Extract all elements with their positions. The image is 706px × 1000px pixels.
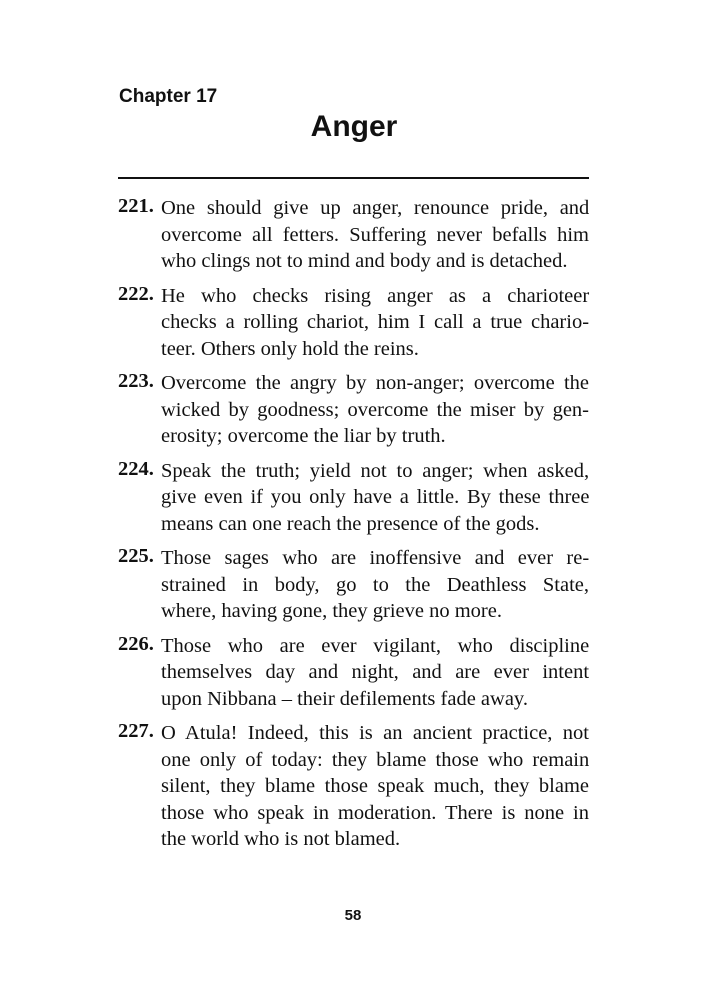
verse-line: wicked by goodness; overcome the miser by gen-: [161, 398, 589, 421]
verse-line: one only of today: they blame those who remain: [161, 748, 590, 771]
verse-line: He who checks rising anger as a charioteer: [161, 284, 590, 307]
verse-text: [161, 720, 589, 853]
verse: [118, 633, 589, 713]
verse-number: 223.: [118, 370, 154, 392]
verse: [118, 283, 589, 363]
verse-line: themselves day and night, and are ever intent: [161, 661, 590, 683]
verse-line: Those who are ever vigilant, who discipline: [161, 634, 590, 657]
verse-line: where, having gone, they grieve no more.: [161, 600, 502, 622]
verse-line: O Atula! Indeed, this is an ancient practice, not: [161, 722, 589, 744]
page-number: 58: [344, 907, 362, 924]
verse-text: [161, 633, 589, 713]
verse-line: teer. Others only hold the reins.: [161, 337, 419, 360]
verse-line: silent, they blame those speak much, they blame: [161, 775, 589, 797]
verse-line: checks a rolling chariot, him I call a true chario-: [161, 311, 590, 333]
verse-line: erosity; overcome the liar by truth.: [161, 425, 446, 447]
verse-line: give even if you only have a little. By these three: [161, 486, 590, 508]
verse-line: upon Nibbana – their defilements fade away.: [161, 687, 528, 710]
verse-number: 224.: [118, 457, 154, 480]
verse-line: One should give up anger, renounce pride, and: [161, 197, 590, 219]
chapter-title: Anger: [310, 110, 398, 143]
verse: [118, 458, 589, 538]
verse-text: [161, 545, 589, 625]
verse-line: Speak the truth; yield not to anger; when asked,: [161, 459, 590, 482]
verse-line: those who speak in moderation. There is none in: [161, 801, 589, 824]
verse-line: who clings not to mind and body and is detached.: [161, 250, 568, 272]
verse-number: 225.: [118, 545, 154, 567]
verse: [118, 195, 589, 275]
verse-line: Overcome the angry by non-anger; overcome the: [161, 372, 590, 394]
verse: [118, 720, 589, 853]
verse: [118, 545, 589, 625]
verse-number: 226.: [118, 632, 154, 655]
verse-number: 221.: [118, 195, 154, 217]
verses-list: [118, 195, 589, 861]
verse-text: [161, 195, 589, 275]
verse-number: 222.: [118, 282, 154, 305]
verse-number: 227.: [118, 720, 154, 742]
verse-line: the world who is not blamed.: [161, 828, 401, 850]
title-rule-divider: [118, 177, 589, 179]
verse-text: [161, 458, 589, 538]
verse-line: Those sages who are inoffensive and ever re-: [161, 547, 590, 569]
chapter-label: Chapter 17: [119, 86, 218, 107]
verse-text: [161, 370, 589, 450]
verse: [118, 370, 589, 450]
verse-line: means can one reach the presence of the gods.: [161, 512, 540, 535]
verse-text: [161, 283, 589, 363]
verse-line: strained in body, go to the Deathless State,: [161, 573, 589, 596]
verse-line: overcome all fetters. Suffering never befalls him: [161, 223, 589, 246]
